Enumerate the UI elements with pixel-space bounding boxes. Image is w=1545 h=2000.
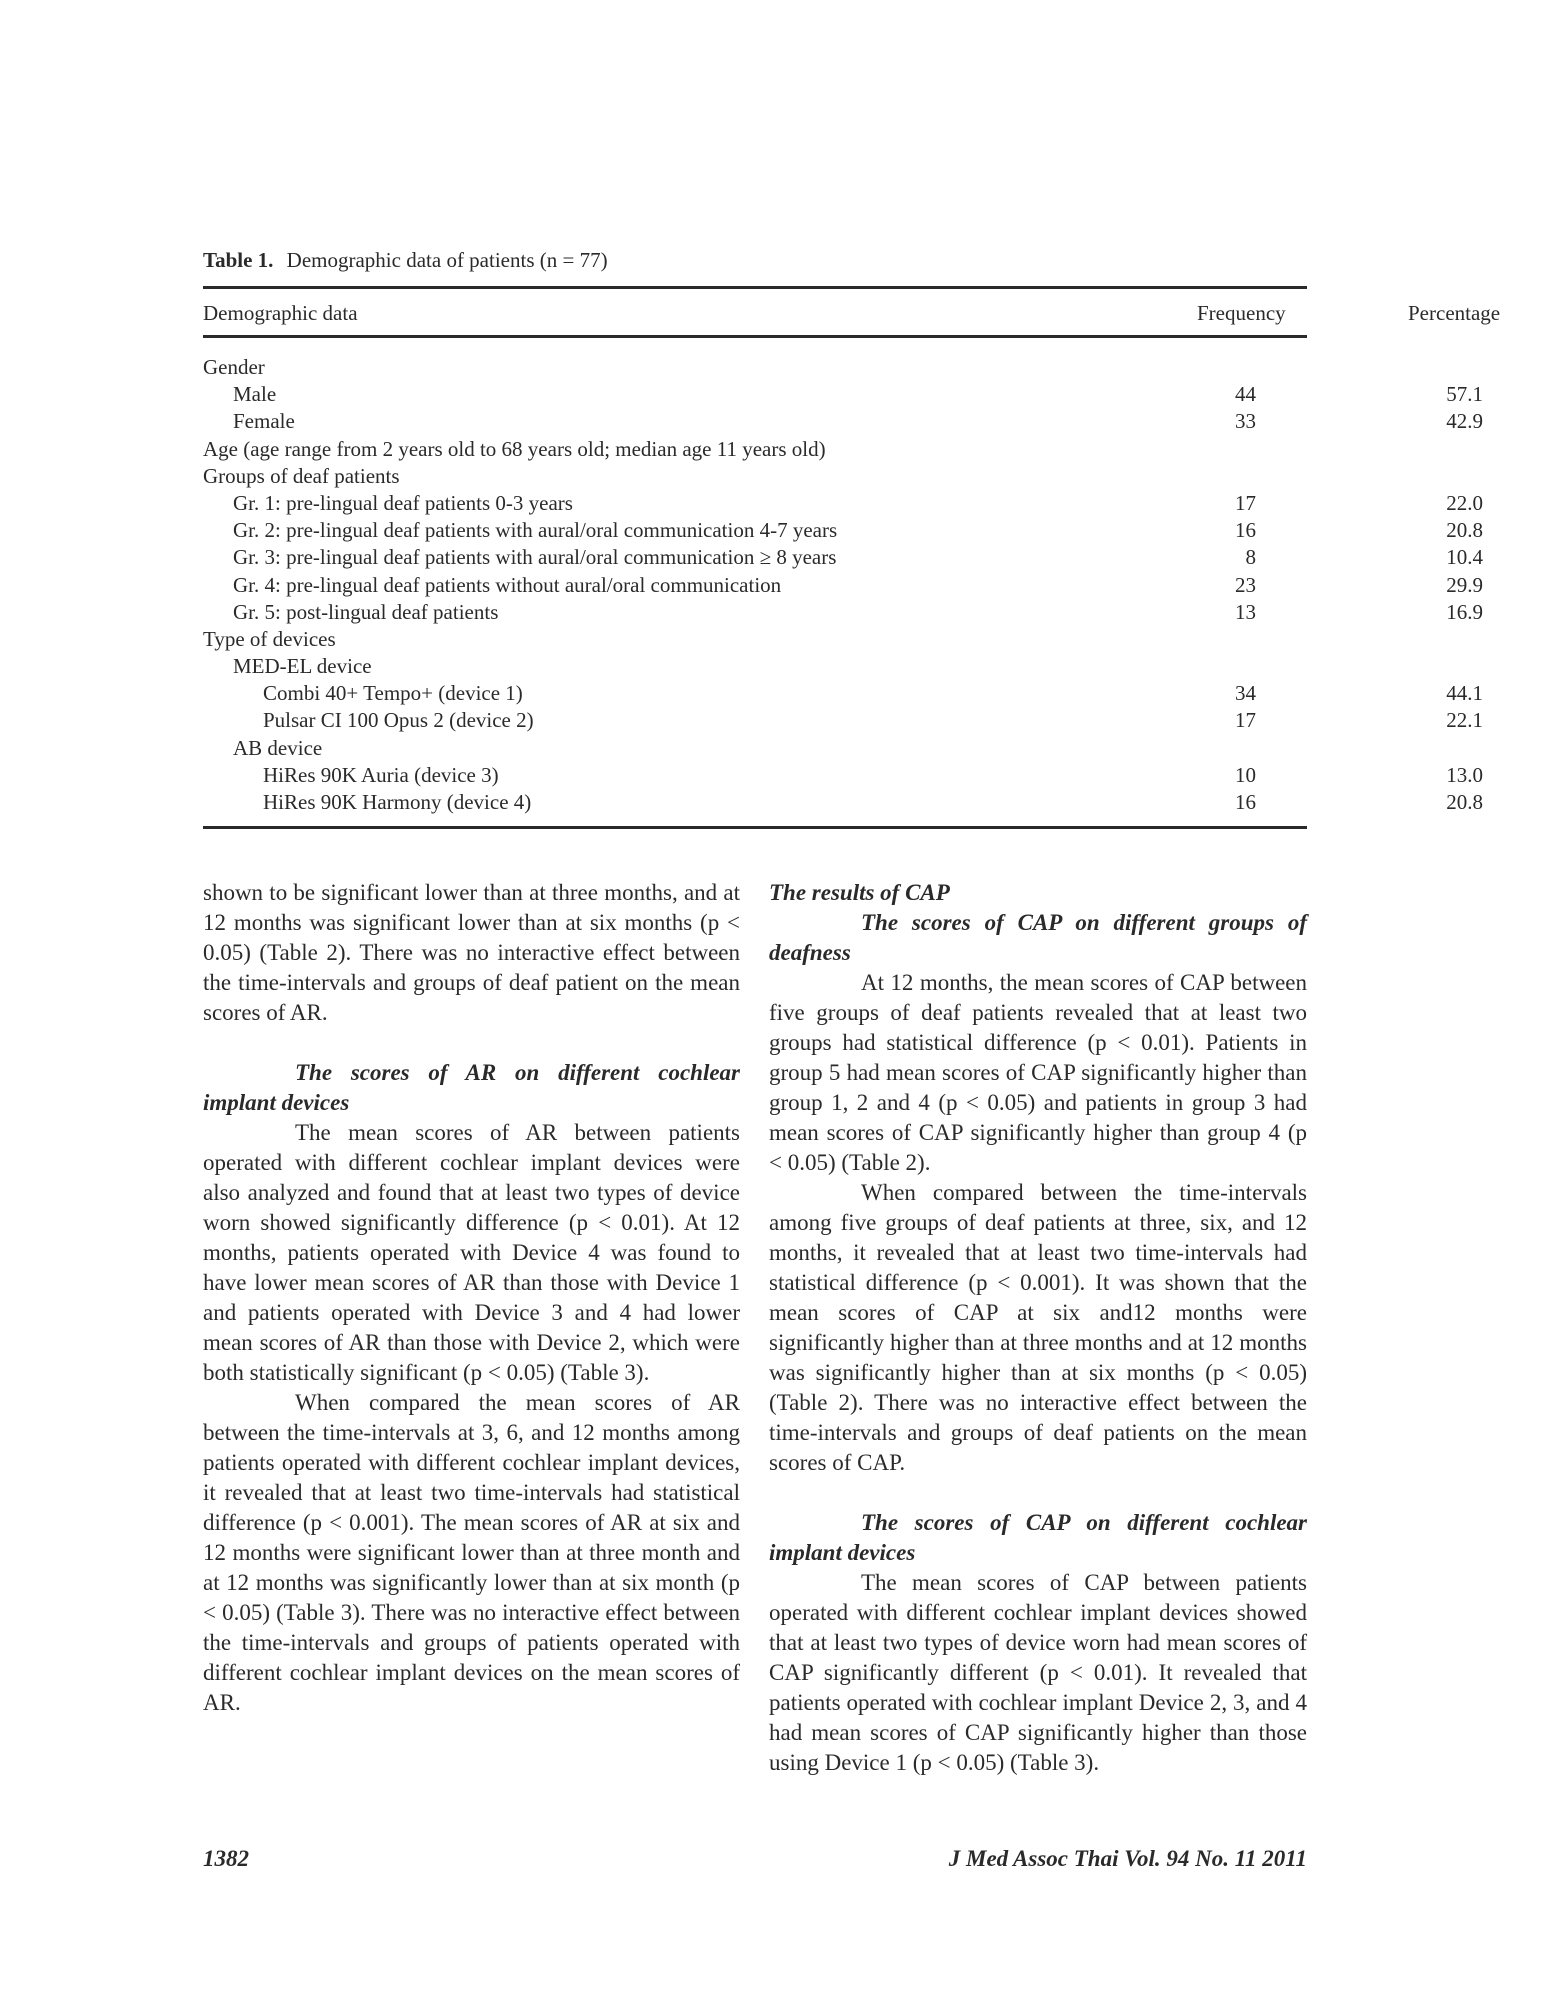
row-percentage: 13.0	[1446, 762, 1483, 787]
row-label: AB device	[233, 735, 323, 760]
row-percentage: 57.1	[1446, 382, 1483, 407]
page-number: 1382	[203, 1846, 249, 1871]
row-percentage: 22.1	[1446, 708, 1483, 733]
row-label: MED-EL device	[233, 654, 372, 679]
row-label: Age (age range from 2 years old to 68 years old; median age 11 years old)	[203, 436, 826, 461]
table-bottom-rule	[203, 826, 1307, 829]
table-row	[203, 354, 1307, 381]
row-frequency: 34	[1235, 681, 1256, 706]
left-paragraph-1: shown to be significant lower than at three months, and at 12 months was significant lower than at six months (p < 0.05) (Table 2). There was no interactive effect between the time-intervals and groups of deaf patient on the mean scores of AR.	[203, 880, 740, 1025]
table-row	[203, 544, 1483, 571]
header-frequency: Frequency	[1197, 301, 1286, 325]
row-label: Gr. 4: pre-lingual deaf patients without aural/oral communication	[233, 572, 782, 597]
left-paragraph-3: When compared the mean scores of AR between the time-intervals at 3, 6, and 12 months among patients operated with different cochlear implant devices, it revealed that at least two time-intervals had statistical difference (p < 0.001). The mean scores of AR at six and 12 months were significant lower than at three month and at 12 months was significantly lower than at six month (p < 0.05) (Table 3). There was no interactive effect between the time-intervals and groups of patients operated with different cochlear implant devices on the mean scores of AR.	[203, 1390, 740, 1715]
right-subheading-cap-groups: The scores of CAP on different groups of deafness	[769, 910, 1307, 965]
table-row	[203, 626, 1307, 653]
left-subheading-ar-devices: The scores of AR on different cochlear implant devices	[203, 1060, 740, 1115]
row-label: Gr. 2: pre-lingual deaf patients with aural/oral communication 4-7 years	[233, 518, 838, 543]
table-row	[203, 680, 1483, 707]
row-frequency: 13	[1235, 599, 1256, 624]
row-label: Groups of deaf patients	[203, 463, 400, 488]
right-text-column	[769, 878, 1307, 1778]
table-row	[203, 653, 1307, 680]
table-header-rule	[203, 335, 1307, 338]
row-label: Combi 40+ Tempo+ (device 1)	[263, 681, 523, 706]
right-paragraph-2: When compared between the time-intervals among five groups of deaf patients at three, six, and 12 months, it revealed that at least two time-intervals had statistical difference (p < 0.001). It was shown that the mean scores of CAP at six and12 months were significantly higher than at three months and at 12 months was significantly higher than at six months (p < 0.05) (Table 2). There was no interactive effect between the time-intervals and groups of deaf patients on the mean scores of CAP.	[769, 1180, 1307, 1475]
journal-citation: J Med Assoc Thai Vol. 94 No. 11 2011	[948, 1846, 1307, 1871]
row-percentage: 42.9	[1446, 409, 1483, 434]
row-label: HiRes 90K Harmony (device 4)	[263, 790, 532, 814]
table-caption-text: Demographic data of patients (n = 77)	[286, 248, 608, 272]
table-row	[203, 789, 1483, 816]
right-paragraph-1: At 12 months, the mean scores of CAP between five groups of deaf patients revealed that at least two groups had statistical difference (p < 0.01). Patients in group 5 had mean scores of CAP significantly higher than group 1, 2 and 4 (p < 0.05) and patients in group 3 had mean scores of CAP significantly higher than group 4 (p < 0.05) (Table 2).	[769, 970, 1307, 1175]
table-top-rule	[203, 286, 1307, 289]
right-paragraph-3: The mean scores of CAP between patients operated with different cochlear implant devices showed that at least two types of device worn had mean scores of CAP significantly different (p < 0.01). It revealed that patients operated with cochlear implant Device 2, 3, and 4 had mean scores of CAP significantly higher than those using Device 1 (p < 0.05) (Table 3).	[769, 1570, 1307, 1775]
row-percentage: 16.9	[1446, 599, 1483, 624]
row-percentage: 20.8	[1446, 518, 1483, 543]
row-percentage: 44.1	[1446, 681, 1483, 706]
row-label: HiRes 90K Auria (device 3)	[263, 762, 499, 787]
table-row	[203, 572, 1483, 599]
row-label: Type of devices	[203, 626, 336, 651]
table-row	[203, 490, 1483, 517]
header-demographic-data: Demographic data	[203, 301, 358, 325]
header-percentage: Percentage	[1408, 301, 1501, 325]
row-label: Gr. 5: post-lingual deaf patients	[233, 599, 499, 624]
row-frequency: 8	[1245, 545, 1256, 570]
table-row	[203, 408, 1483, 435]
table-row	[203, 762, 1483, 789]
row-frequency: 17	[1235, 708, 1256, 733]
table-row	[203, 517, 1483, 544]
row-percentage: 10.4	[1446, 545, 1483, 570]
row-percentage: 22.0	[1446, 490, 1483, 515]
table-body	[203, 354, 1483, 816]
table-row	[203, 381, 1483, 408]
row-label: Female	[233, 409, 295, 434]
right-section-heading: The results of CAP	[769, 880, 950, 905]
row-label: Gender	[203, 355, 265, 379]
table-row	[203, 463, 1307, 490]
right-subheading-cap-devices: The scores of CAP on different cochlear implant devices	[769, 1510, 1307, 1565]
row-percentage: 29.9	[1446, 572, 1483, 597]
row-label: Gr. 3: pre-lingual deaf patients with aural/oral communication ≥ 8 years	[233, 545, 837, 570]
row-frequency: 23	[1235, 572, 1256, 597]
table-caption	[203, 246, 608, 274]
row-percentage: 20.8	[1446, 790, 1483, 814]
table-header-row	[203, 298, 1501, 328]
row-frequency: 16	[1235, 518, 1256, 543]
row-label: Gr. 1: pre-lingual deaf patients 0-3 years	[233, 490, 573, 515]
row-frequency: 10	[1235, 762, 1256, 787]
table-row	[203, 707, 1483, 734]
row-frequency: 17	[1235, 490, 1256, 515]
left-text-column	[203, 878, 740, 1718]
row-frequency: 33	[1235, 409, 1256, 434]
row-label: Male	[233, 382, 277, 407]
table-row	[203, 436, 1307, 463]
table-label: Table 1.	[203, 248, 274, 272]
row-label: Pulsar CI 100 Opus 2 (device 2)	[263, 708, 534, 733]
left-paragraph-2: The mean scores of AR between patients operated with different cochlear implant devices were also analyzed and found that at least two types of device worn showed significantly difference (p < 0.01). At 12 months, patients operated with Device 4 was found to have lower mean scores of AR than those with Device 1 and patients operated with Device 3 and 4 had lower mean scores of AR than those with Device 2, which were both statistically significant (p < 0.05) (Table 3).	[203, 1120, 740, 1385]
table-row	[203, 735, 1307, 762]
table-row	[203, 599, 1483, 626]
row-frequency: 16	[1235, 790, 1256, 814]
row-frequency: 44	[1235, 382, 1256, 407]
